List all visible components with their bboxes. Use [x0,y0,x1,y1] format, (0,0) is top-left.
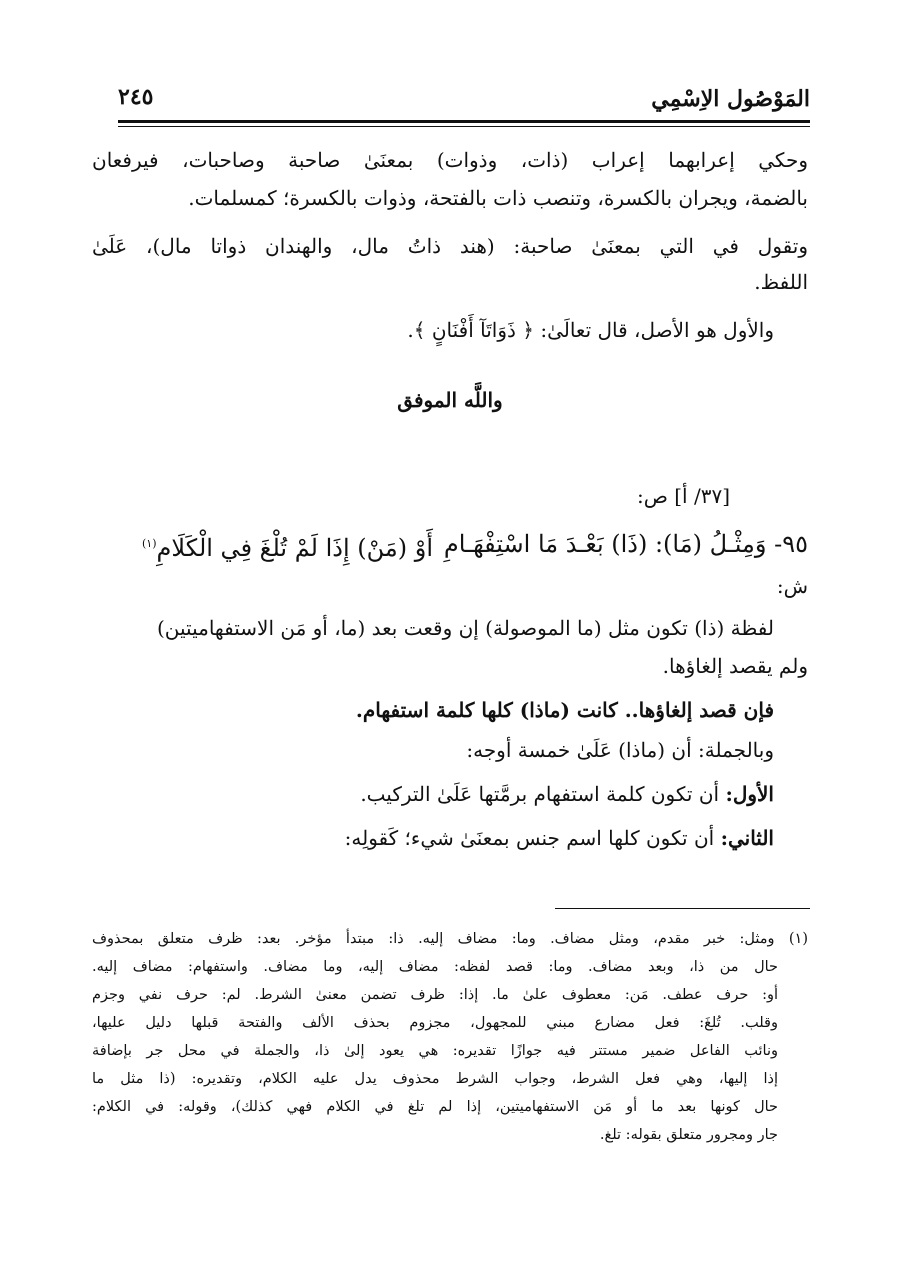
footnote-line: (١) ومثل: خبر مقدم، ومثل مضاف. وما: مضاف إليه. ذا: مبتدأ مؤخر. بعد: ظرف متعلق بمحذوف [92,931,808,947]
body-line: بالضمة، ويجران بالكسرة، وتنصب ذات بالفتحة، وذوات بالكسرة؛ كمسلمات. [188,186,808,210]
footnote-marker: (١) [142,537,157,550]
page-number: ٢٤٥ [118,84,154,110]
body-line: ولم يقصد إلغاؤها. [662,654,808,678]
header-rule-thick [118,120,810,123]
running-title: المَوْصُول الاِسْمِي [651,86,810,112]
verse-second-hemistich-text: أَوْ (مَنْ) إِذَا لَمْ تُلْغَ فِي الْكَلَامِ [156,534,433,562]
first-aspect-text: أن تكون كلمة استفهام برمَّتها عَلَىٰ التركيب. [360,782,720,806]
body-line: وحكي إعرابهما إعراب (ذات، وذوات) بمعنَىٰ صاحبة وصاحبات، فيرفعان [92,148,808,172]
footnote-line: حال كونها بعد ما أو مَن الاستفهاميتين، إذا لم تلغ في الكلام فهي كذلك)، وقوله: في الكلام: [92,1099,778,1115]
footnote-line: ونائب الفاعل ضمير مستتر فيه جوازًا تقديره: هي يعود إلىٰ ذا، والجملة في محل جر بإضافة [92,1043,778,1059]
header-rule-thin [118,126,810,127]
body-line: والأول هو الأصل، قال تعالَىٰ: ﴿ ذَوَاتَآ أَفْنَانٍ ﴾. [407,318,774,342]
second-aspect-label: الثاني: [720,826,774,850]
first-aspect-label: الأول: [725,782,774,806]
footnote-line: إذا إليها، وهي فعل الشرط، وجواب الشرط محذوف يدل عليه الكلام، وتقديره: (ذا مثل ما [92,1071,778,1087]
second-aspect [345,824,774,852]
footnote-line: أو: حرف عطف. مَن: معطوف علىٰ ما. إذا: ظرف تضمن معنىٰ الشرط. لم: حرف نفي وجزم [92,987,778,1003]
body-line: لفظة (ذا) تكون مثل (ما الموصولة) إن وقعت بعد (ما، أو مَن الاستفهاميتين) [156,616,774,640]
verse-second-hemistich [142,528,433,564]
body-line: اللفظ. [754,270,808,294]
sharh-label: ش: [776,574,808,598]
footnote-line: وقلب. تُلغَ: فعل مضارع مبني للمجهول، مجزوم بحذف الألف والفتحة قبلها دليل عليها، [92,1015,778,1031]
body-line: وتقول في التي بمعنَىٰ صاحبة: (هند ذاتُ مال، والهندان ذواتا مال)، عَلَىٰ [92,234,808,258]
first-aspect [360,780,774,808]
reference-marker: [٣٧/ أ] ص: [636,484,730,508]
body-line: وبالجملة: أن (ماذا) عَلَىٰ خمسة أوجه: [466,738,774,762]
footnote-line: حال من ذا، وبعد مضاف. وما: قصد لفظه: مضاف إليه، وما مضاف. واستفهام: مضاف إليه. [92,959,778,975]
bold-statement: فإن قصد إلغاؤها.. كانت (ماذا) كلها كلمة استفهام. [355,698,774,722]
second-aspect-text: أن تكون كلها اسم جنس بمعنَىٰ شيء؛ كَقولِه: [344,826,715,850]
page-header [118,82,810,118]
footnote-line: جار ومجرور متعلق بقوله: تلغ. [599,1127,778,1143]
verse-first-hemistich: ٩٥- وَمِثْـلُ (مَا): (ذَا) بَعْـدَ مَا اسْتِفْهَـامِ [443,530,808,558]
footnote-separator [555,908,810,909]
closing-line: واللَّه الموفق [397,388,503,412]
